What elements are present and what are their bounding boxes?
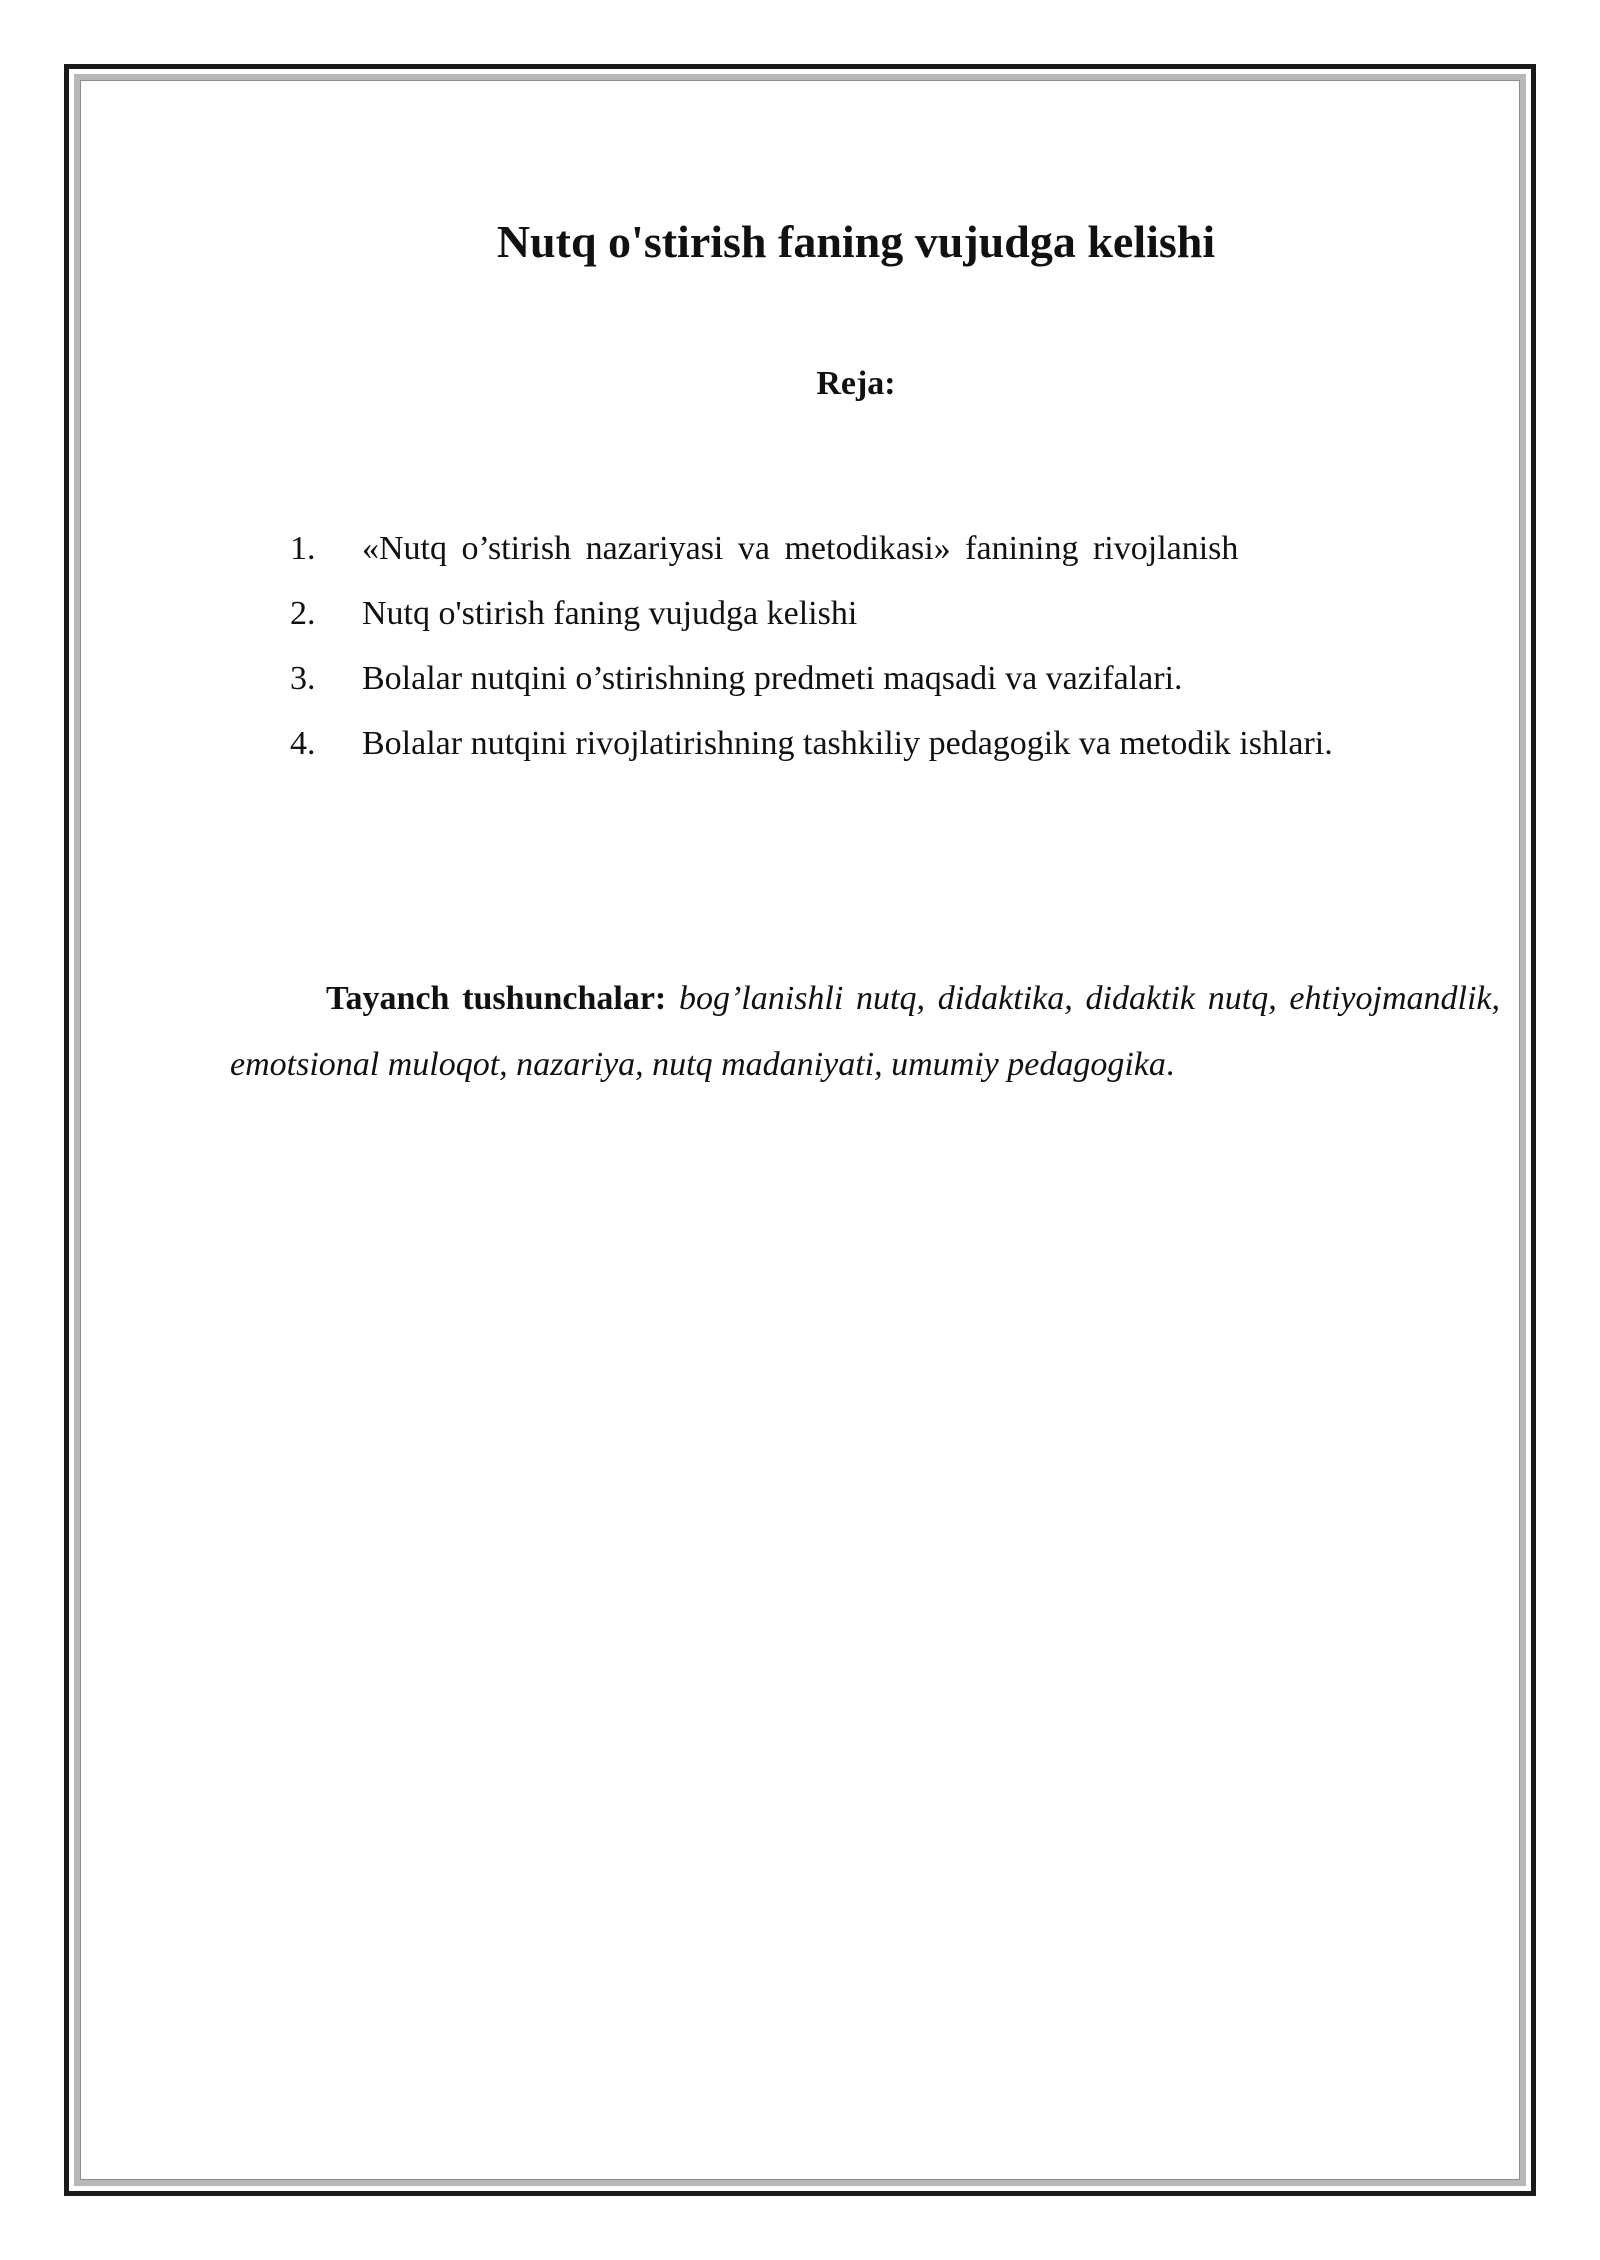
plan-item-text: «Nutq o’stirish nazariyasi va metodikasi» fanining rivojlanish — [362, 530, 1239, 567]
plan-item-text: Nutq o'stirish faning vujudga kelishi — [362, 595, 858, 632]
plan-item-number: 1. — [290, 530, 316, 567]
key-concepts-label: Tayanch tushunchalar: — [326, 980, 667, 1017]
key-concepts-terms: bog’lanishli nutq, didaktika, didaktik nutq, ehtiyojmandlik, emotsional muloqot, nazariya, nutq madaniyati, umumiy pedagogika — [230, 980, 1500, 1083]
plan-item — [290, 646, 1510, 711]
plan-item-text: Bolalar nutqini rivojlatirishning tashkiliy pedagogik va metodik ishlari. — [362, 725, 1333, 762]
plan-item-number: 2. — [290, 595, 316, 632]
plan-item — [290, 711, 1510, 776]
plan-item — [290, 581, 1510, 646]
plan-heading: Reja: — [816, 365, 896, 402]
plan-list — [290, 516, 1510, 776]
key-concepts-end: . — [1165, 1046, 1175, 1083]
plan-item-number: 4. — [290, 725, 316, 762]
plan-item — [290, 516, 1510, 581]
document-title: Nutq o'stirish faning vujudga kelishi — [496, 216, 1216, 267]
key-concepts-paragraph — [230, 966, 1500, 1098]
plan-item-number: 3. — [290, 660, 316, 697]
plan-item-text: Bolalar nutqini o’stirishning predmeti maqsadi va vazifalari. — [362, 660, 1183, 697]
